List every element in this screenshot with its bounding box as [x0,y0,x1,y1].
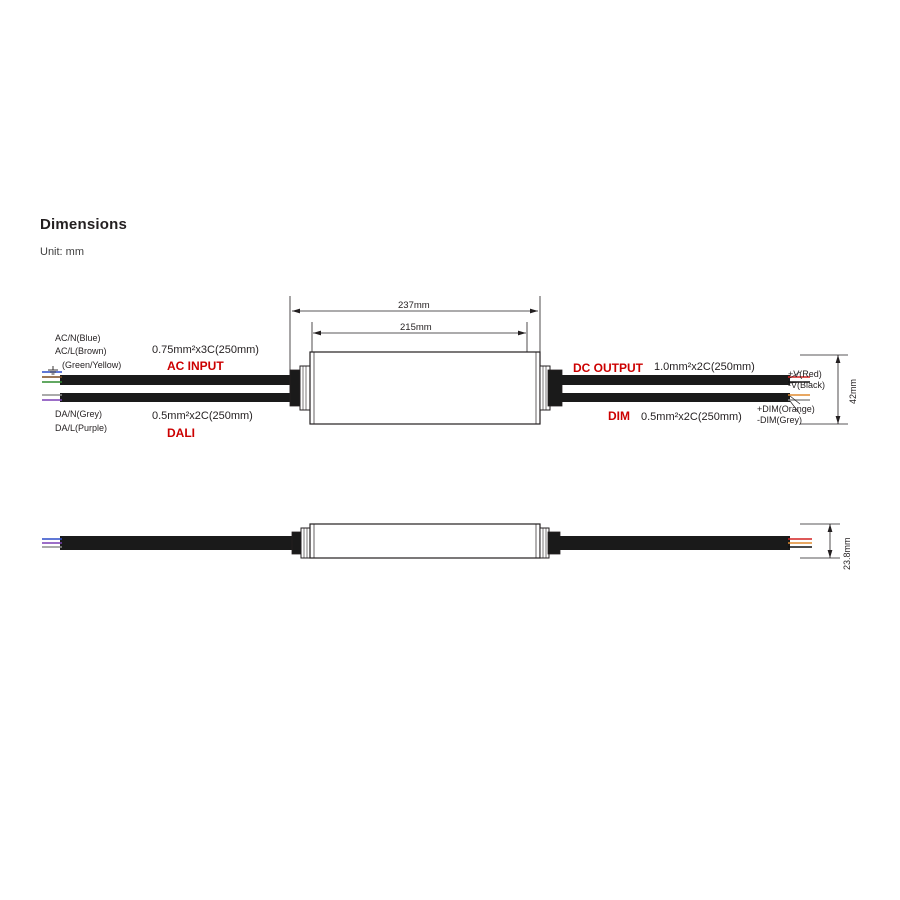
dimension-23-8 [800,524,840,558]
label-dali-title: DALI [167,426,195,440]
right-gland [540,366,562,410]
dimension-23-8-label: 23.8mm [842,537,852,570]
label-dim-plus: +DIM(Orange) [757,404,815,414]
label-da-l: DA/L(Purple) [55,423,108,433]
dim-cable [560,393,810,402]
page-title: Dimensions [40,216,128,233]
dimension-237-label: 237mm [398,300,430,311]
label-dc-output-spec: 1.0mm²x2C(250mm) [654,361,755,373]
label-ac-input-title: AC INPUT [167,359,224,373]
label-ac-n: AC/N(Blue) [55,333,101,343]
label-v-plus: +V(Red) [788,369,822,379]
dimension-215-label: 215mm [400,322,432,333]
label-dc-output-title: DC OUTPUT [573,361,643,375]
unit-note: Unit: mm [40,246,84,258]
dc-output-cable [560,375,810,385]
label-da-n: DA/N(Grey) [55,409,102,419]
label-ac-input-spec: 0.75mm²x3C(250mm) [152,344,259,356]
label-dim-title: DIM [608,409,630,423]
label-ac-l: AC/L(Brown) [55,346,107,356]
label-dim-spec: 0.5mm²x2C(250mm) [641,411,742,423]
label-dali-spec: 0.5mm²x2C(250mm) [152,410,253,422]
left-gland [290,366,310,410]
label-v-minus: -V(Black) [788,380,826,390]
dali-cable [42,393,290,402]
label-earth: (Green/Yellow) [62,360,122,370]
housing-front-view [310,352,540,424]
dimension-42-label: 42mm [848,378,858,404]
label-dim-minus: -DIM(Grey) [757,415,802,425]
side-view [42,524,812,558]
